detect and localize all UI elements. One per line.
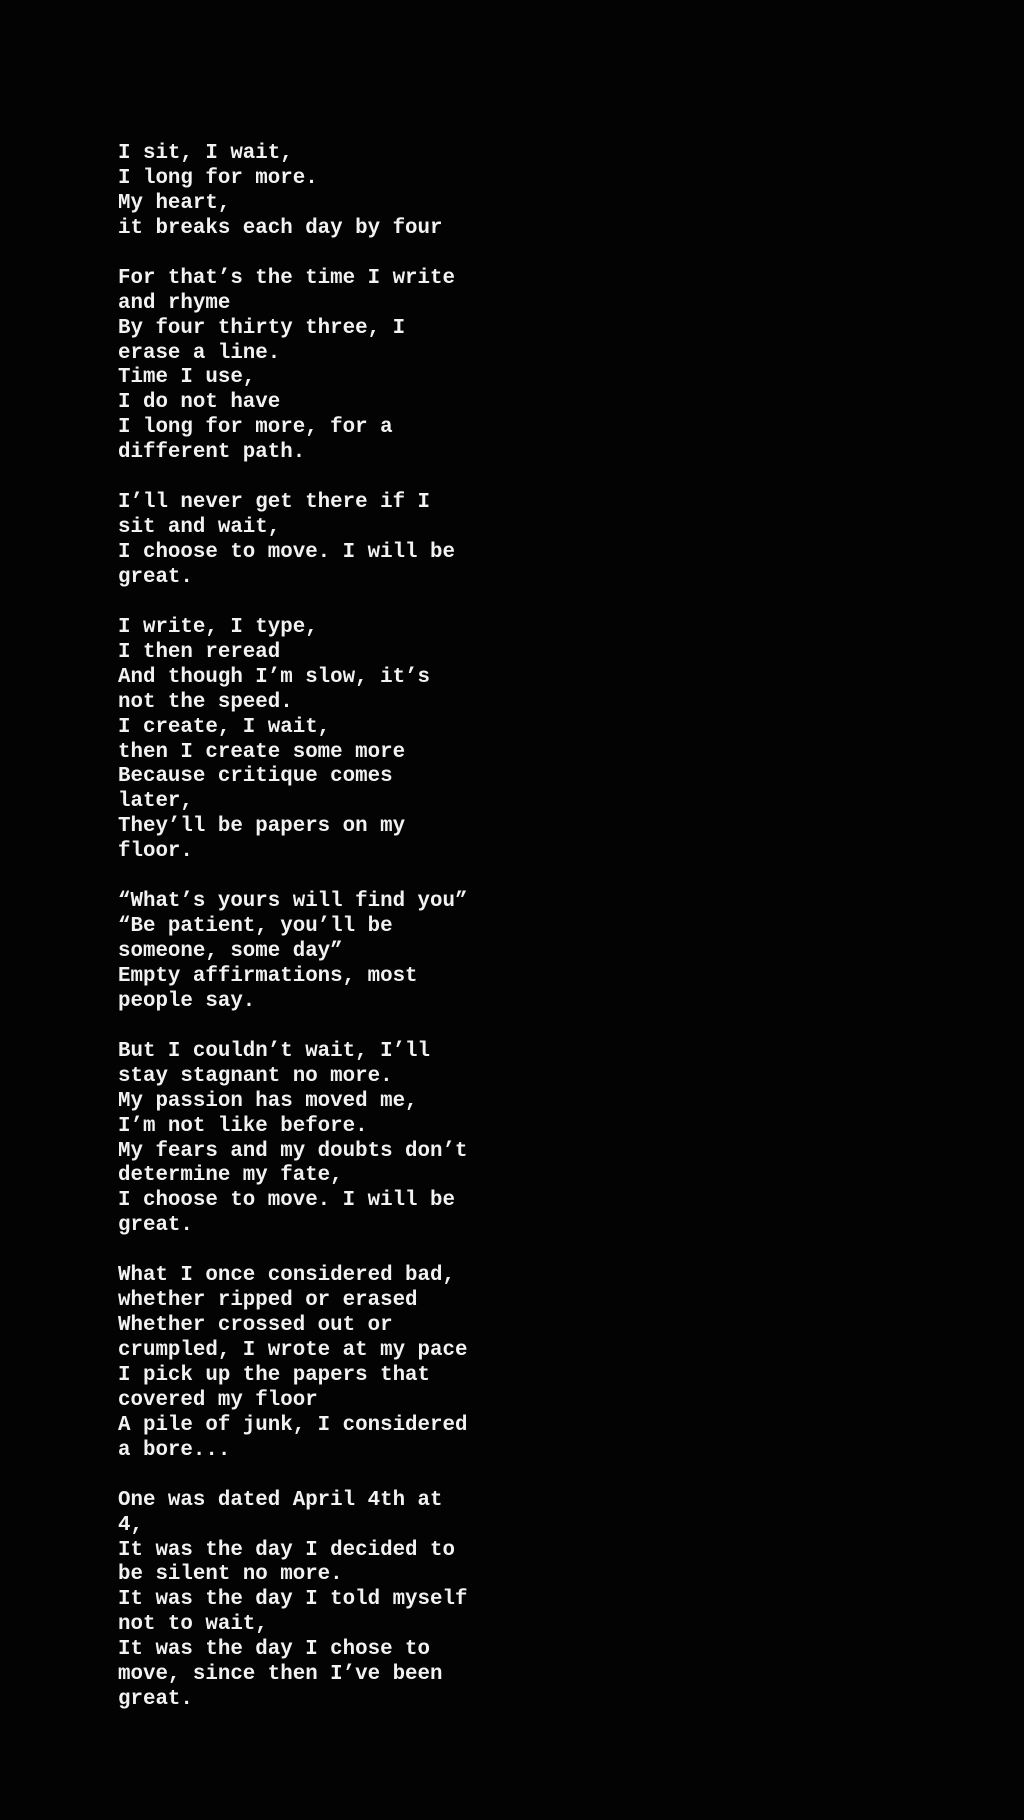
poem-line: Time I use, (118, 366, 256, 390)
poem-line: It was the day I told myself (118, 1588, 468, 1612)
poem-line: I pick up the papers that (118, 1363, 431, 1387)
poem-line: different path. (118, 441, 306, 465)
poem-line: Because critique comes (118, 765, 393, 789)
poem-line: crumpled, I wrote at my pace (118, 1339, 468, 1362)
poem-stanza (118, 890, 638, 1015)
poem-line: But I couldn’t wait, I’ll (118, 1039, 431, 1063)
poem-line: I’m not like before. (118, 1114, 368, 1138)
poem-line: Empty affirmations, most (118, 964, 418, 988)
poem-line: erase a line. (118, 341, 281, 365)
poem-line: And though I’m slow, it’s (118, 665, 431, 689)
poem-line: stay stagnant no more. (118, 1064, 393, 1088)
poem-line: What I once considered bad, (118, 1264, 455, 1288)
poem-line: By four thirty three, I (118, 316, 406, 340)
poem-line: My fears and my doubts don’t (118, 1139, 468, 1163)
poem-line: It was the day I decided to (118, 1538, 455, 1562)
poem-line: I’ll never get there if I (118, 491, 431, 515)
poem-stanza (118, 616, 638, 865)
poem-line: “Be patient, you’ll be (118, 915, 393, 939)
poem-line: then I create some more (118, 740, 406, 764)
poem-line: not the speed. (118, 690, 293, 714)
poem-line: not to wait, (118, 1613, 268, 1637)
poem-line: great. (118, 1214, 193, 1238)
poem-line: They’ll be papers on my (118, 815, 406, 839)
poem-line: My passion has moved me, (118, 1089, 418, 1113)
poem-stanza (118, 1264, 638, 1464)
poem-line: someone, some day” (118, 940, 343, 963)
poem-line: whether ripped or erased (118, 1289, 418, 1313)
poem-line: great. (118, 1688, 193, 1712)
poem-stanza (118, 1040, 638, 1240)
poem-line: For that’s the time I write (118, 266, 455, 290)
poem-line: My heart, (118, 191, 231, 215)
poem-stanza (118, 267, 638, 467)
poem-line: I long for more, for a (118, 416, 393, 440)
poem-line: I sit, I wait, (118, 142, 293, 165)
poem-line: A pile of junk, I considered (118, 1413, 468, 1437)
poem-line: covered my floor (118, 1388, 318, 1412)
poem-line: a bore... (118, 1438, 231, 1462)
poem-line: people say. (118, 989, 256, 1013)
poem-line: floor. (118, 840, 193, 864)
poem-line: One was dated April 4th at (118, 1488, 443, 1512)
poem-line: I choose to move. I will be (118, 1189, 455, 1213)
poem-line: later, (118, 790, 193, 814)
poem-text-block (118, 142, 638, 1713)
poem-stanza (118, 142, 638, 242)
poem-line: Whether crossed out or (118, 1314, 393, 1338)
poem-line: I do not have (118, 391, 281, 415)
poem-line: I choose to move. I will be (118, 541, 455, 564)
poem-line: I long for more. (118, 166, 318, 190)
poem-line: determine my fate, (118, 1164, 343, 1188)
poem-stanza (118, 1489, 638, 1713)
poem-line: I write, I type, (118, 615, 318, 639)
poem-line: 4, (118, 1513, 143, 1537)
poem-line: It was the day I chose to (118, 1638, 431, 1662)
poem-line: sit and wait, (118, 516, 281, 540)
poem-line: it breaks each day by four (118, 216, 443, 240)
poem-line: I then reread (118, 640, 281, 664)
poem-line: and rhyme (118, 291, 231, 315)
poem-line: “What’s yours will find you” (118, 890, 468, 914)
poem-line: move, since then I’ve been (118, 1663, 443, 1687)
poem-line: great. (118, 565, 193, 589)
poem-line: be silent no more. (118, 1563, 343, 1587)
poem-line: I create, I wait, (118, 715, 331, 739)
poem-stanza (118, 491, 638, 591)
